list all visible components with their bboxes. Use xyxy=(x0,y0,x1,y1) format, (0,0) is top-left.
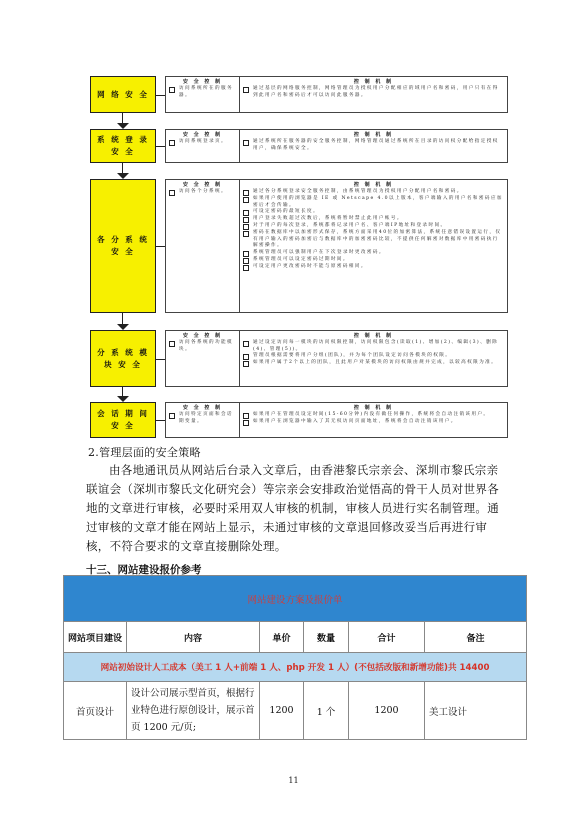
control-item xyxy=(169,189,236,196)
control-column xyxy=(166,180,240,312)
checkbox-bullet-icon xyxy=(169,140,175,146)
mechanism-header: 控 制 机 制 xyxy=(353,182,394,188)
control-item xyxy=(169,86,236,99)
checkbox-bullet-icon xyxy=(169,190,175,196)
checkbox-bullet-icon xyxy=(243,265,249,271)
row-total: 1200 xyxy=(349,682,425,740)
diagram-detail-table xyxy=(165,330,508,387)
diagram-row xyxy=(90,330,508,387)
control-header: 安 全 控 制 xyxy=(182,132,223,138)
mechanism-item-text: 可设定用户更改密码时不能与原密码相同。 xyxy=(253,263,367,269)
control-item-text: 访问系统登录页。 xyxy=(179,139,227,144)
flow-arrow-line xyxy=(122,387,123,396)
row-qty: 1 个 xyxy=(304,682,349,740)
header-total: 合计 xyxy=(349,622,425,653)
checkbox-bullet-icon xyxy=(243,210,249,216)
checkbox-bullet-icon xyxy=(243,341,249,347)
row-note: 美工设计 xyxy=(425,682,527,740)
diagram-detail-table xyxy=(165,179,508,313)
control-item xyxy=(169,412,236,425)
checkbox-bullet-icon xyxy=(243,251,249,257)
mechanism-column xyxy=(240,130,507,162)
mechanism-item xyxy=(243,360,504,367)
flow-arrow-line xyxy=(122,163,123,173)
mechanism-item-text: 可设定密码的最短长度。 xyxy=(253,209,319,215)
section-2-body: 由各地通讯员从网站后台录入文章后，由香港黎氏宗亲会、深圳市黎氏宗亲联谊会（深圳市黎氏文化研究会）等宗亲会安排政治觉悟高的骨干人员对世界各地的文章进行审核，必要时采用双人审核的机制，审核人员进行实名制管理。通过审核的文章才能在网站上显示，未通过审核的文章退回修改妥当后再进行审核，不符合要求的文章直接删除处理。 xyxy=(86,463,499,553)
checkbox-bullet-icon xyxy=(243,197,249,203)
diagram-detail-table xyxy=(165,129,508,163)
checkbox-bullet-icon xyxy=(243,87,249,93)
control-item xyxy=(169,139,236,146)
connector-line xyxy=(156,246,165,247)
control-column xyxy=(166,331,240,386)
control-column xyxy=(166,403,240,437)
mechanism-item xyxy=(243,257,504,264)
diagram-row xyxy=(90,402,508,438)
mechanism-item-text: 系统管理员可以设定密码过期时间。 xyxy=(253,256,349,262)
checkbox-bullet-icon xyxy=(243,224,249,230)
mechanism-item xyxy=(243,230,504,250)
flow-arrow-line xyxy=(122,113,123,123)
connector-line xyxy=(156,146,165,147)
diagram-row xyxy=(90,179,508,313)
mechanism-item xyxy=(243,419,504,426)
control-column xyxy=(166,130,240,162)
checkbox-bullet-icon xyxy=(169,341,175,347)
control-header: 安 全 控 制 xyxy=(182,79,223,85)
diagram-layer-label: 各 分 系 统 安 全 xyxy=(90,179,156,313)
mechanism-item xyxy=(243,250,504,257)
connector-line xyxy=(156,95,165,96)
mechanism-item-text: 通过各分系统登录安全服务控制，由系统管理员为授权用户分配用户名和密码。 xyxy=(253,189,463,194)
mechanism-item xyxy=(243,412,504,419)
price-table xyxy=(63,575,527,740)
mechanism-item-text: 密码在数据库中以加密形式保存，系统方面采用40位的加密算法，系统任意错误设置运行，仅有用户输入的密码加密后与数据库中的加密密码比较，不提供任何解密对数据库中用密码执行解密操作。 xyxy=(253,230,502,249)
diagram-layer-label: 分 系 统 模 块 安 全 xyxy=(90,330,156,387)
diagram-layer-label: 会 话 期 间 安 全 xyxy=(90,402,156,438)
mechanism-header: 控 制 机 制 xyxy=(353,132,394,138)
mechanism-item-text: 对于用户的每次登录，系统都将记录用户名、客户端IP地址和登录时间。 xyxy=(253,223,447,229)
mechanism-item xyxy=(243,86,504,99)
mechanism-item-text: 通过系统所在服务器的安全服务控制，网络管理员通过系统所在目录的访问权分配给指定授权用户，确保系统安全。 xyxy=(253,139,499,151)
mechanism-column xyxy=(240,77,507,112)
header-content: 内容 xyxy=(127,622,260,653)
connector-line xyxy=(156,420,165,421)
row-item: 首页设计 xyxy=(64,682,127,740)
mechanism-column xyxy=(240,331,507,386)
mechanism-item xyxy=(243,340,504,353)
checkbox-bullet-icon xyxy=(243,258,249,264)
checkbox-bullet-icon xyxy=(243,190,249,196)
control-header: 安 全 控 制 xyxy=(182,405,223,411)
checkbox-bullet-icon xyxy=(169,87,175,93)
diagram-row xyxy=(90,129,508,163)
mechanism-item xyxy=(243,196,504,209)
control-header: 安 全 控 制 xyxy=(182,182,223,188)
mechanism-column xyxy=(240,403,507,437)
table-row xyxy=(64,682,527,740)
mechanism-item-text: 如果用户在浏览器中输入了其无权访问页面地址，系统将会自动注销该用户。 xyxy=(253,419,457,424)
page-number: 11 xyxy=(288,776,299,785)
header-price: 单价 xyxy=(260,622,304,653)
mechanism-item xyxy=(243,264,504,271)
control-item-text: 访问系统所在的服务器。 xyxy=(179,86,233,98)
mechanism-item-text: 通过基层的网络服务控制，网络管理员为授权用户分配相应的域用户名和密码，用户只有在得到此用户名和密码后才可以访问此服务器。 xyxy=(253,86,499,98)
control-item xyxy=(169,340,236,353)
mechanism-item-text: 管理员根据需要将用户分组(团队)，并为每个团队设定访问各模块的权限。 xyxy=(253,353,452,359)
connector-line xyxy=(156,359,165,360)
header-note: 备注 xyxy=(425,622,527,653)
control-header: 安 全 控 制 xyxy=(182,333,223,339)
control-item-text: 访问各系统的功能模块。 xyxy=(179,340,233,352)
security-flow-diagram xyxy=(90,76,508,438)
flow-arrow-line xyxy=(122,313,123,324)
header-qty: 数量 xyxy=(304,622,349,653)
mechanism-item-text: 用户登录失败超过次数后，系统将暂时禁止此用户帐号。 xyxy=(253,216,403,222)
diagram-layer-label: 网 络 安 全 xyxy=(90,76,156,113)
section-13-title: 十三、网站建设报价参考 xyxy=(86,564,202,576)
row-price: 1200 xyxy=(260,682,304,740)
header-item: 网站项目建设 xyxy=(64,622,127,653)
checkbox-bullet-icon xyxy=(243,413,249,419)
mechanism-item xyxy=(243,189,504,196)
checkbox-bullet-icon xyxy=(169,413,175,419)
mechanism-column xyxy=(240,180,507,312)
checkbox-bullet-icon xyxy=(243,361,249,367)
mechanism-header: 控 制 机 制 xyxy=(353,79,394,85)
mechanism-item xyxy=(243,139,504,152)
diagram-layer-label: 系 统 登 录 安 全 xyxy=(90,129,156,163)
mechanism-item-text: 系统管理员可以强制用户在下次登录时更改密码。 xyxy=(253,249,385,255)
section-2-title: 2.管理层面的安全策略 xyxy=(88,446,201,459)
price-table-banner: 网站建设方案及报价单 xyxy=(64,576,527,622)
mechanism-item-text: 如果用户属于2个以上的团队，且此用户对某模块的访问权限由规并完成，以较高权限为准。 xyxy=(253,360,498,366)
diagram-detail-table xyxy=(165,402,508,438)
diagram-row xyxy=(90,76,508,113)
mechanism-item-text: 如果用户使用的浏览器是 IE 或 Netscape 4.0以上版本，客户端输入的用户名和密码应加密后才会传输。 xyxy=(253,196,503,208)
mechanism-header: 控 制 机 制 xyxy=(353,333,394,339)
control-item-text: 访问各个分系统。 xyxy=(179,189,227,194)
checkbox-bullet-icon xyxy=(243,420,249,426)
control-column xyxy=(166,77,240,112)
checkbox-bullet-icon xyxy=(243,231,249,237)
checkbox-bullet-icon xyxy=(243,354,249,360)
checkbox-bullet-icon xyxy=(243,140,249,146)
control-item-text: 访问特定页面和会话期变量。 xyxy=(179,412,233,424)
mechanism-item-text: 通过设定访问每一模块的访问权限控制，访问权限包含(读取(1)、增加(2)、编辑(3)、删除(4)、管理(5))。 xyxy=(253,340,499,352)
mechanism-item-text: 如果用户在管理员设定时间(15-60分钟)内没有做任何操作，系统将会自动注销该用户。 xyxy=(253,412,490,417)
row-content: 设计公司展示型首页，根据行业特色进行原创设计，展示首页 1200 元/页; xyxy=(127,682,260,740)
price-table-subtitle: 网站初始设计人工成本（美工 1 人+前端 1 人、php 开发 1 人）(不包括改版和新增功能)共 14400 xyxy=(64,653,527,682)
diagram-detail-table xyxy=(165,76,508,113)
mechanism-header: 控 制 机 制 xyxy=(353,405,394,411)
checkbox-bullet-icon xyxy=(243,217,249,223)
